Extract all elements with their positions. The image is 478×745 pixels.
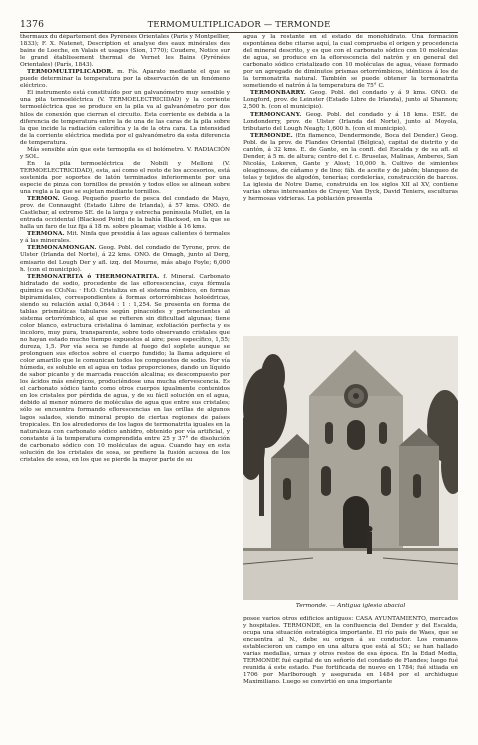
right-column-top — [243, 34, 458, 366]
church-engraving — [243, 336, 458, 600]
right-column-bottom — [243, 616, 458, 729]
paragraph — [20, 90, 230, 146]
entry-text: Geog. Pobl. del condado de Tyrone, prov. de Ulster (Irlanda del Norte), á 22 kms. ONO. de Omagh, junto al Derg, emisario del Lough Der y afl. izq. del Mourne, más abajo Foyle; 6,000 h. (con el municipio). — [20, 245, 230, 273]
entry-text: m. Fís. Aparato mediante el que se puede determinar la temperatura por la observación de un fenómeno eléctrico. — [20, 69, 230, 90]
entry-headword: TERMOMULTIPLICADOR. — [27, 69, 114, 76]
entry-text: Geog. Pequeño puerto de pesca del condado de Mayo, prov. de Connaught (Estado Libre de Irlanda), á 57 kms. ONO. de Castlebar, al extremo SE. de la larga y estrecha península Mullet, en la entrada occidental (Blacksod Point) de la bahía Blacksod, en la que se halla un faro de luz fija á 18 m. sobre pleamar, visible á 16 kms. — [20, 196, 230, 231]
church-illustration — [243, 336, 458, 600]
entry-text: Más sensible aún que este termopila es el bolómetro. V. RADIACIÓN y SOL. — [20, 146, 230, 160]
entry-headword: TERMONDE. — [250, 132, 293, 139]
entry-text: Geog. Pobl. del condado y á 18 kms. ESE. de Londonderry, prov. de Ulster (Irlanda del Norte), junto al Moyola, tributario del Lough Neagh; 1,600 h. (con el municipio). — [243, 111, 458, 132]
entry-text: El instrumento está constituído por un galvanómetro muy sensible y una pila termoeléctrica (V. TERMOELECTRICIDAD) y la corriente termoeléctrica que se produce en la pila va al galvanómetro por dos hilos de conexión que cierran el circuito. Esta corriente es debida a la diferencia de temperatura entre la de una de las caras de la pila sobre la que incide la radiación calorífica y la de la otra cara. La intensidad de la corriente eléctrica medida por el galvanómetro da esta diferencia de temperatura. — [20, 90, 230, 146]
entry-headword: TERMON. — [27, 196, 60, 203]
running-header — [20, 18, 458, 33]
dictionary-entry — [20, 274, 230, 464]
page-number: 1376 — [20, 19, 45, 30]
dictionary-entry — [243, 112, 458, 133]
entry-headword: TERMONAMONGAN. — [27, 245, 97, 252]
dictionary-entry — [20, 231, 230, 245]
dictionary-entry — [20, 69, 230, 90]
dictionary-entry — [243, 90, 458, 111]
entry-text: Geog. Pobl. del condado y á 9 kms. ONO. de Longford, prov. de Leinster (Estado Libre de Irlanda), junto al Shannon; 2,500 h. (con el municipio). — [243, 90, 458, 111]
entry-headword: TERMONA. — [27, 231, 65, 238]
dictionary-entry — [20, 245, 230, 273]
entry-text: (En flamenco, Dendermonde, Boca del Dender.) Geog. Pobl. de la prov. de Flandes Oriental (Bélgica), capital de distrito y de cantón, á 32 kms. E. de Gante, en la confl. del Escalda y de su afl. el Dender, á 5 m. de altura; centro del f. c. Bruselas, Malinas, Amberes, San Nicolás, Lokeren, Gante y Alost; 10,000 h. Cultivo de simientes oleaginosas, de cáñamo y de lino; fáb. de aceite y de jabón; blanqueo de telas y tejidos de algodón, tenerías; cordelerías, construcción de barcos. La iglesia de Notre Dame, construida en los siglos XII al XV, contiene varias obras interesantes de Crayer, Van Dyck, David Teniers, esculturas y hermosas vidrieras. La población presenta — [243, 132, 458, 203]
entry-headword: TERMONCANY. — [250, 111, 302, 118]
entry-headword: TERMONATRITA ó THERMONATRITA. — [27, 273, 160, 280]
continued-paragraph — [20, 34, 230, 69]
running-title: TERMOMULTIPLICADOR — TERMONDE — [147, 19, 331, 29]
paragraph — [20, 161, 230, 196]
dictionary-entry — [243, 133, 458, 203]
continued-paragraph — [243, 34, 458, 90]
entry-text: En la pila termoeléctrica de Nobili y Melloni (V. TERMOELECTRICIDAD), esta, así como el resto de los accesorios, está sostenida por soportes de latón terminados inferiormente por una especie de pinza con tornillos de presión y todos ellos se alinean sobre una regla a la que se sujetan mediante tornillos. — [20, 160, 230, 196]
entry-text: Mit. Ninfa que presidía á las aguas calientes ó termales y á las minerales. — [20, 231, 230, 245]
entry-text: agua y la restante en el estado de monohidrato. Una formación espontánea debe citarse aquí, la cual comprueba el origen y procedencia del mineral descrito, y es que con el carbonato sódico con 10 moléculas de agua, se produce en la eflorescencia del natrón y en general del carbonato sódico cristalizado con 10 moléculas de agua, véase formado por un agregado de diminutos prismas ortorrómbicos, idénticos á los de la termonatrita natural. También se puede obtener la termonatrita sometiendo el natrón á la temperatura de 75° C. — [243, 34, 458, 90]
entry-text: thermaux du département des Pyrénées Orientales (Paris y Montpellier, 1833); F. X. Natenet, Description et analyse des eaux minérales des bains de Loeche, en Valais et usages (Sion, 1770); Coudere, Notice sur le grand établissement thermal de Vernet les Bains (Pyrénées Orientales) (París, 1843). — [20, 34, 230, 69]
entry-text: posee varios otros edificios antiguos: CASA AYUNTAMIENTO, mercados y hospitales. TERMONDE, en la confluencia del Dender y del Escalda, ocupa una situación estratégica importante. El río país de Waes, que se encuentra al N., debe su origen á su conductor. Los romanos establecieron un campo en una altura que está al SO.; se han hallado varias medallas, urnas y otros restos de esa época. En la Edad Media, TERMONDE fué capital de un señorío del condado de Flandes; luego fué reunida á este estado. Fue fortificada de nuevo en 1784; fué sitiada en 1706 por Marlborough y asegurada en 1484 por el archiduque Maximiliano. Luego se convirtió en una importante — [243, 616, 458, 686]
paragraph — [20, 147, 230, 161]
continued-paragraph — [243, 616, 458, 686]
left-column — [20, 34, 230, 729]
entry-text: f. Mineral. Carbonato hidratado de sodio, procedente de las eflorescencias, cuya fórmula química es CO₃Na₂ · H₂O. Cristaliza en el sistema rómbico, en formas bipiramidales, correspondientes á formas ortorrómbicas holoédricas, siendo su relación axial 0,3644 : 1 : 1,254. Se presenta en forma de tablas prismáticas tabulares según pinacoides y pertenecientes al sistema ortorrómbico, al que se refieren sin dificultad algunas; tiene color blanco, estructura cristalina ó laminar, exfoliación perfecta y es incoloro, muy pura, transparente, sobre todo observando cristales que no hayan estado mucho tiempo expuestos al aire; peso específico, 1,55; dureza, 1,5. Por vía seca se funde al fuego del soplete aunque se prolonguen sus efectos sobre el cuerpo fundido; la llama adquiere el color amarillo que le comunican todos los compuestos de sodio. Por vía húmeda, es soluble en el agua en todas proporciones, dando un líquido de sabor picante y de marcada reacción alcalina; es descompuesto por los ácidos más enérgicos, produciéndose una mucha efervescencia. Es el carbonato sódico tanto como otros cuerpos igualmente contenidos en los cristales por pérdida de agua, y de su fácil solución en el agua, debido al menor número de moléculas de agua que entre sus cristales; sólo se encuentra formando eflorescencias en las orillas de algunos lagos salados, siendo mineral propio de ciertas regiones de países tropicales. En los alrededores de los lagos de termonatrita iguales en la naturaleza con carbonato sódico anhidro, obtenido por vía artificial, y constante á la temperatura comprendida entre 25 y 37° de disolución de carbonato sódico con 10 moléculas de agua. Cuando hay en esta solución de los cristales de sosa, se prefiere la fusión acuosa de los cristales de sosa, en los que se pierde la mayor parte de su — [20, 273, 230, 463]
entry-headword: TERMONBARRY. — [250, 90, 306, 97]
dictionary-entry — [20, 196, 230, 231]
figure-caption: Termonde. — Antigua iglesia abacial — [295, 603, 406, 609]
